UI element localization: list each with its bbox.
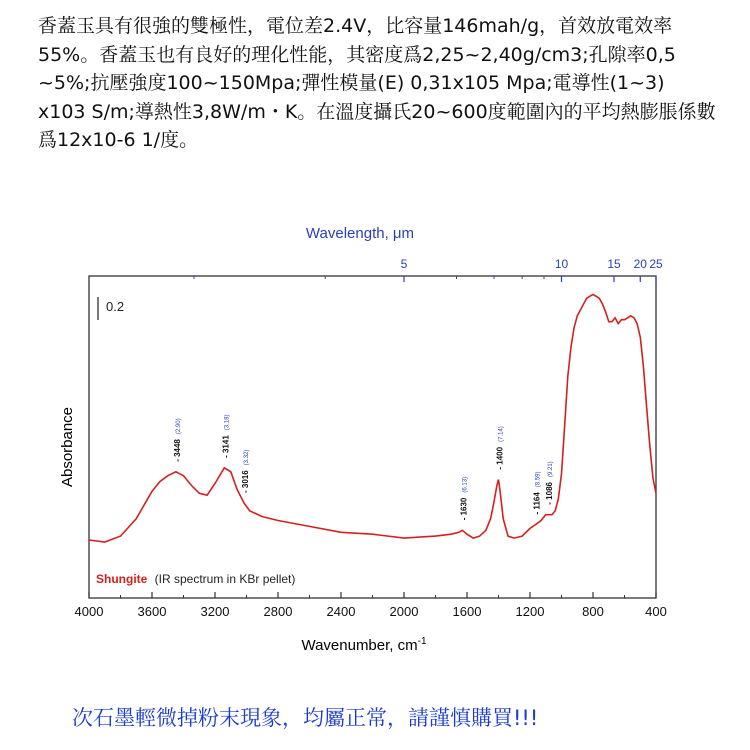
- legend-name: Shungite: [96, 572, 148, 586]
- x-tick-label: 3200: [200, 604, 230, 619]
- top-tick-label: 10: [554, 257, 569, 271]
- x-axis-label-superscript: -1: [417, 636, 427, 647]
- intro-paragraph: 香蓋玉具有很強的雙極性，電位差2.4V，比容量146mah/g，首效放電效率55%。香蓋玉也有良好的理化性能，其密度爲2,25~2,40g/cm3;孔隙率0,5 ~5%;抗壓強度100~150Mpa;彈性模量(E) 0,31x105 Mpa;電導性(1~3) x103 S/m;導熱性3,8W/m・K。在溫度攝氏20~600度範圍內的平均熱膨脹係數爲12x10-6 1/度。: [38, 15, 716, 151]
- top-tick-label: 15: [607, 257, 621, 271]
- x-tick-label: 2800: [263, 604, 293, 619]
- legend-note: (IR spectrum in KBr pellet): [154, 572, 296, 586]
- peak-label: [221, 415, 230, 458]
- peak-wavenumber: - 1400: [495, 446, 505, 470]
- peak-label: [545, 461, 554, 504]
- x-tick-label: 2000: [389, 604, 419, 619]
- top-axis-label: Wavelength, μm: [305, 225, 415, 242]
- peak-wavenumber: - 1164: [532, 492, 542, 515]
- scale-bar: [98, 297, 124, 320]
- x-tick-label: 3600: [137, 604, 167, 619]
- x-tick-label: 2400: [326, 604, 356, 619]
- peak-label: [496, 426, 505, 469]
- x-tick-label: 400: [645, 604, 667, 619]
- x-tick-label: 1600: [452, 604, 482, 619]
- x-axis-label: [301, 636, 426, 654]
- peak-label: [241, 450, 250, 493]
- footer-warning: 次石墨輕微掉粉末現象，均屬正常，請謹慎購買!!!: [72, 706, 539, 730]
- peak-wavelength: (8.59): [535, 471, 542, 488]
- top-tick-label: 25: [649, 257, 663, 271]
- x-tick-label: 800: [582, 604, 604, 619]
- peak-wavenumber: - 1086: [544, 482, 554, 505]
- peak-label: [533, 472, 542, 515]
- svg-text:Shungite (IR spectrum in: [96, 572, 295, 586]
- spectrum-line: [89, 294, 656, 542]
- x-tick-label: 1200: [515, 604, 545, 619]
- svg-text:Wavenumber, cm-1: [301, 636, 426, 654]
- peak-label: [173, 418, 182, 461]
- peak-label: [459, 477, 468, 520]
- peak-wavelength: (3.32): [243, 449, 250, 466]
- peak-wavenumber: - 3448: [172, 439, 182, 462]
- peak-wavelength: (2.90): [175, 418, 182, 435]
- top-tick-label: 5: [400, 257, 408, 271]
- scale-bar-label: 0.2: [106, 299, 125, 314]
- peak-wavelength: (6.13): [462, 476, 469, 493]
- peak-wavenumber: - 3141: [221, 435, 231, 458]
- plot-frame: [89, 276, 656, 598]
- peak-wavelength: (7.14): [498, 426, 505, 442]
- peak-wavenumber: - 3016: [240, 470, 250, 493]
- peak-wavelength: (3.18): [224, 414, 231, 431]
- peak-wavenumber: - 1630: [459, 497, 469, 521]
- top-tick-label: 20: [633, 257, 647, 271]
- y-axis-label: Absorbance: [59, 406, 76, 488]
- x-tick-label: 4000: [74, 604, 104, 619]
- x-axis-label-text: Wavenumber, cm: [301, 637, 418, 654]
- legend: [96, 572, 295, 586]
- peak-wavelength: (9.21): [547, 461, 554, 478]
